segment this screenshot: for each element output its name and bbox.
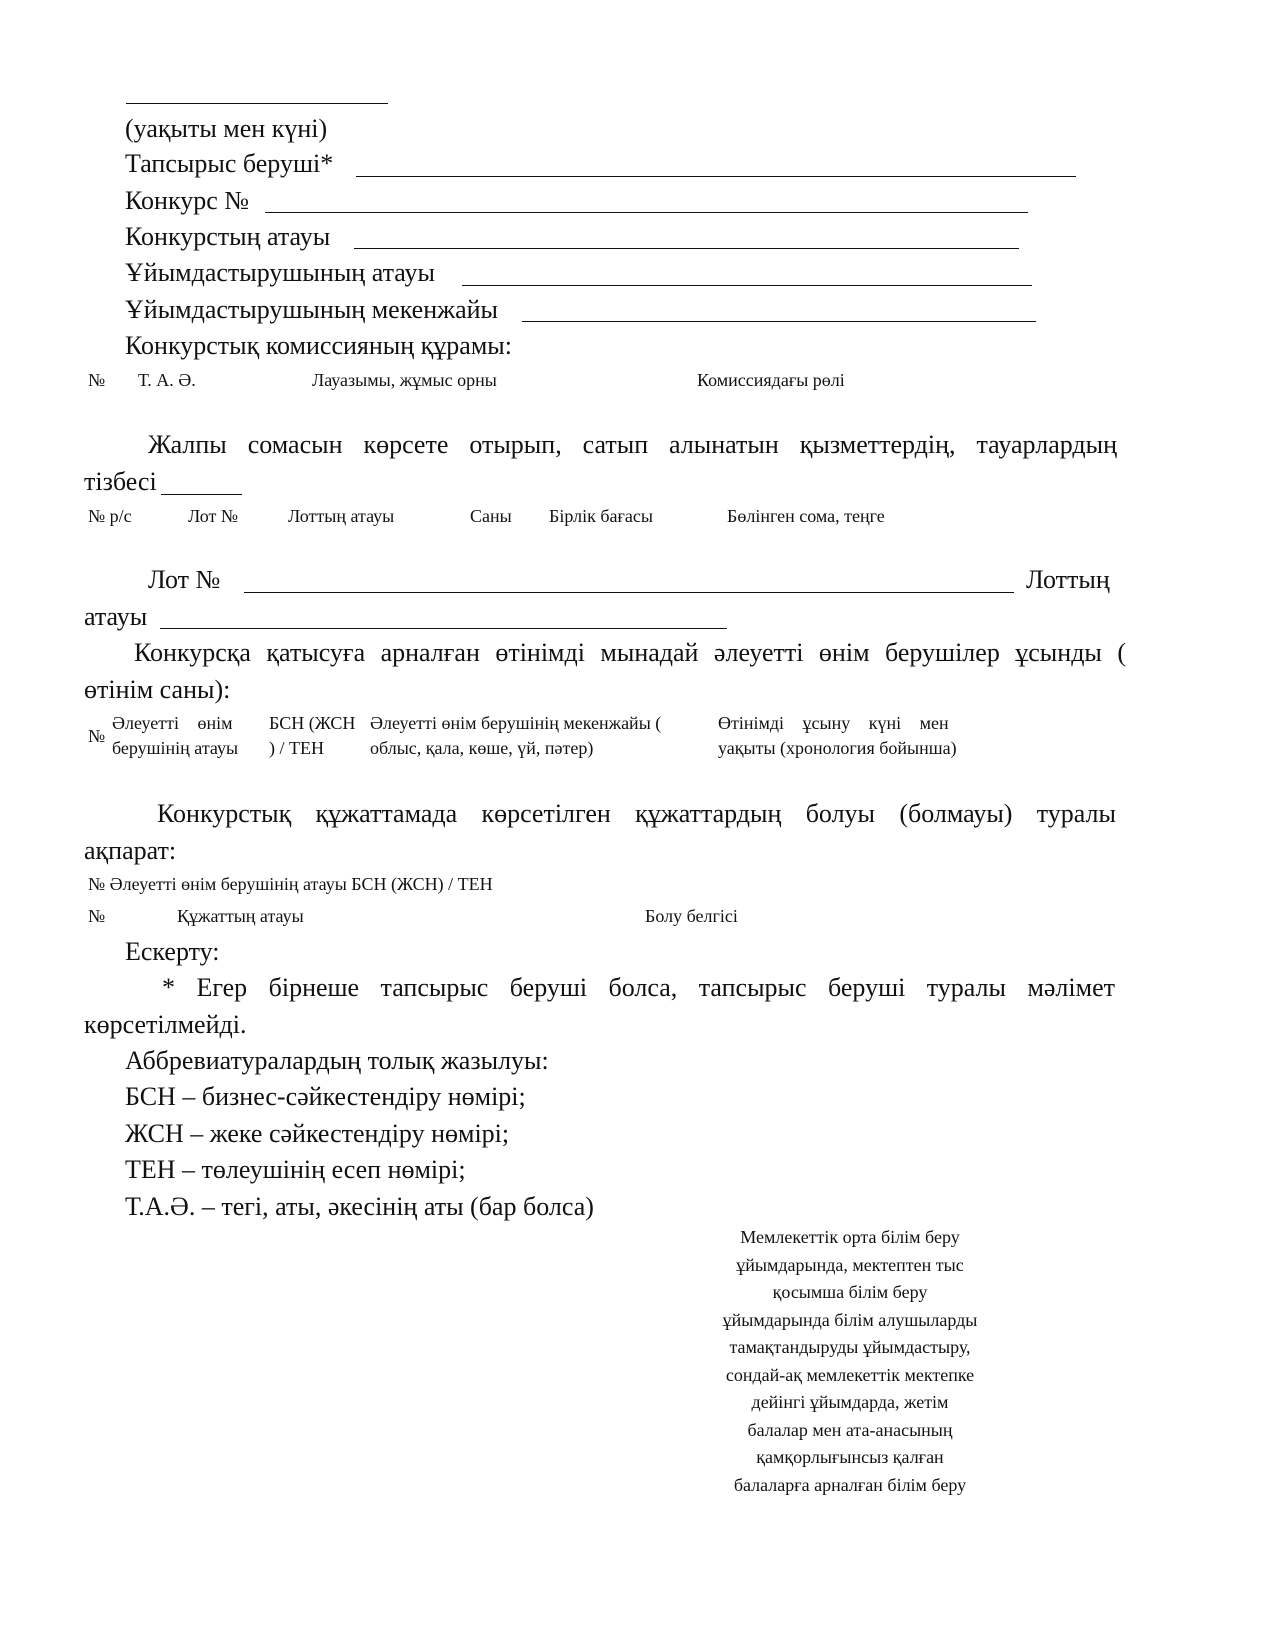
customer-label: Тапсырыс беруші* <box>125 149 334 178</box>
purchase-col-lot-name: Лоттың атауы <box>288 506 395 526</box>
applications-col-address-1: Әлеуетті өнім берушінің мекенжайы ( <box>370 713 662 733</box>
datetime-caption: (уақыты мен күні) <box>125 114 328 143</box>
applications-col-date-1: Өтінімді ұсыну күні мен <box>718 713 949 733</box>
purchase-list-blank-line <box>161 494 242 495</box>
purchase-col-quantity: Саны <box>470 506 512 526</box>
documents-col-name: Құжаттың атауы <box>177 906 304 926</box>
appendix-caption-line: ұйымдарында, мектептен тыс <box>736 1254 964 1275</box>
purchase-list-intro-line1: Жалпы сомасын көрсете отырып, сатып алынатын қызметтердің, тауарлардың <box>148 430 1117 459</box>
applications-col-bin-1: БСН (ЖСН <box>269 713 356 733</box>
customer-blank-line <box>356 176 1076 177</box>
applications-col-bin-2: ) / ТЕН <box>269 738 324 758</box>
documents-supplier-header: № Әлеуетті өнім берушінің атауы БСН (ЖСН) / ТЕН <box>88 874 493 894</box>
contest-name-blank-line <box>354 248 1019 249</box>
abbreviations-title: Аббревиатуралардың толық жазылуы: <box>125 1046 549 1075</box>
purchase-col-row-no: № р/с <box>88 506 132 526</box>
abbreviation-item: ТЕН – төлеушінің есеп нөмірі; <box>125 1155 466 1184</box>
applications-col-address-2: облыс, қала, көше, үй, пәтер) <box>370 738 594 758</box>
abbreviation-item: БСН – бизнес-сәйкестендіру нөмірі; <box>125 1082 526 1111</box>
notes-footnote-line2: көрсетілмейді. <box>84 1010 247 1039</box>
appendix-caption-line: ұйымдарында білім алушыларды <box>722 1309 978 1330</box>
commission-col-role: Комиссиядағы рөлі <box>697 370 845 390</box>
appendix-caption-line: балалар мен ата-анасының <box>747 1419 953 1440</box>
lot-name-label-a: Лоттың <box>1026 565 1110 594</box>
applications-col-name-2: берушінің атауы <box>112 738 239 758</box>
contest-no-label: Конкурс № <box>125 186 250 215</box>
contest-name-label: Конкурстың атауы <box>125 222 331 251</box>
documents-intro-line1: Конкурстық құжаттамада көрсетілген құжаттардың болуы (болмауы) туралы <box>157 799 1116 828</box>
commission-label: Конкурстық комиссияның құрамы: <box>125 331 512 360</box>
appendix-caption-line: қосымша білім беру <box>772 1282 928 1302</box>
purchase-list-intro-line2: тізбесі <box>84 467 157 496</box>
lot-no-blank-line <box>244 592 1014 593</box>
lot-name-label-b: атауы <box>84 602 148 631</box>
applications-col-name-1: Әлеуетті өнім <box>112 713 233 733</box>
appendix-caption-line: тамақтандыруды ұйымдастыру, <box>729 1337 971 1357</box>
appendix-caption-line: дейінгі ұйымдарда, жетім <box>751 1392 949 1412</box>
organizer-name-label: Ұйымдастырушының атауы <box>125 258 435 287</box>
documents-col-no: № <box>88 906 106 926</box>
appendix-caption-line: балаларға арналған білім беру <box>733 1474 967 1495</box>
notes-title: Ескерту: <box>125 937 220 966</box>
documents-col-mark: Болу белгісі <box>645 906 738 926</box>
applications-col-no: № <box>88 726 106 746</box>
abbreviation-item: Т.А.Ә. – тегі, аты, әкесінің аты (бар болса) <box>125 1192 594 1221</box>
commission-col-no: № <box>88 370 106 390</box>
appendix-caption-line: қамқорлығынсыз қалған <box>756 1447 944 1467</box>
applications-intro-line2: өтінім саны): <box>84 675 231 704</box>
notes-footnote-line1: * Егер бірнеше тапсырыс беруші болса, тапсырыс беруші туралы мәлімет <box>162 973 1115 1002</box>
purchase-col-unit-price: Бірлік бағасы <box>549 506 653 526</box>
commission-col-fullname: Т. А. Ә. <box>138 370 196 390</box>
purchase-col-allocated-sum: Бөлінген сома, теңге <box>727 506 885 526</box>
abbreviation-item: ЖСН – жеке сәйкестендіру нөмірі; <box>125 1119 510 1148</box>
contest-no-blank-line <box>265 212 1028 213</box>
appendix-caption-line: Мемлекеттік орта білім беру <box>740 1227 960 1247</box>
organizer-name-blank-line <box>462 285 1032 286</box>
organizer-address-label: Ұйымдастырушының мекенжайы <box>125 295 499 324</box>
lot-no-label: Лот № <box>148 565 221 594</box>
commission-col-position: Лауазымы, жұмыс орны <box>312 370 497 390</box>
applications-intro-line1: Конкурсқа қатысуға арналған өтінімді мынадай әлеуетті өнім берушілер ұсынды ( <box>134 638 1126 667</box>
purchase-col-lot-no: Лот № <box>188 506 239 526</box>
lot-name-blank-line <box>160 628 727 629</box>
appendix-caption-line: сондай-ақ мемлекеттік мектепке <box>725 1364 975 1385</box>
applications-col-date-2: уақыты (хронология бойынша) <box>718 738 957 758</box>
organizer-address-blank-line <box>522 321 1036 322</box>
datetime-blank-line <box>126 103 388 104</box>
appendix-caption <box>690 1224 1010 1499</box>
documents-intro-line2: ақпарат: <box>84 836 177 865</box>
